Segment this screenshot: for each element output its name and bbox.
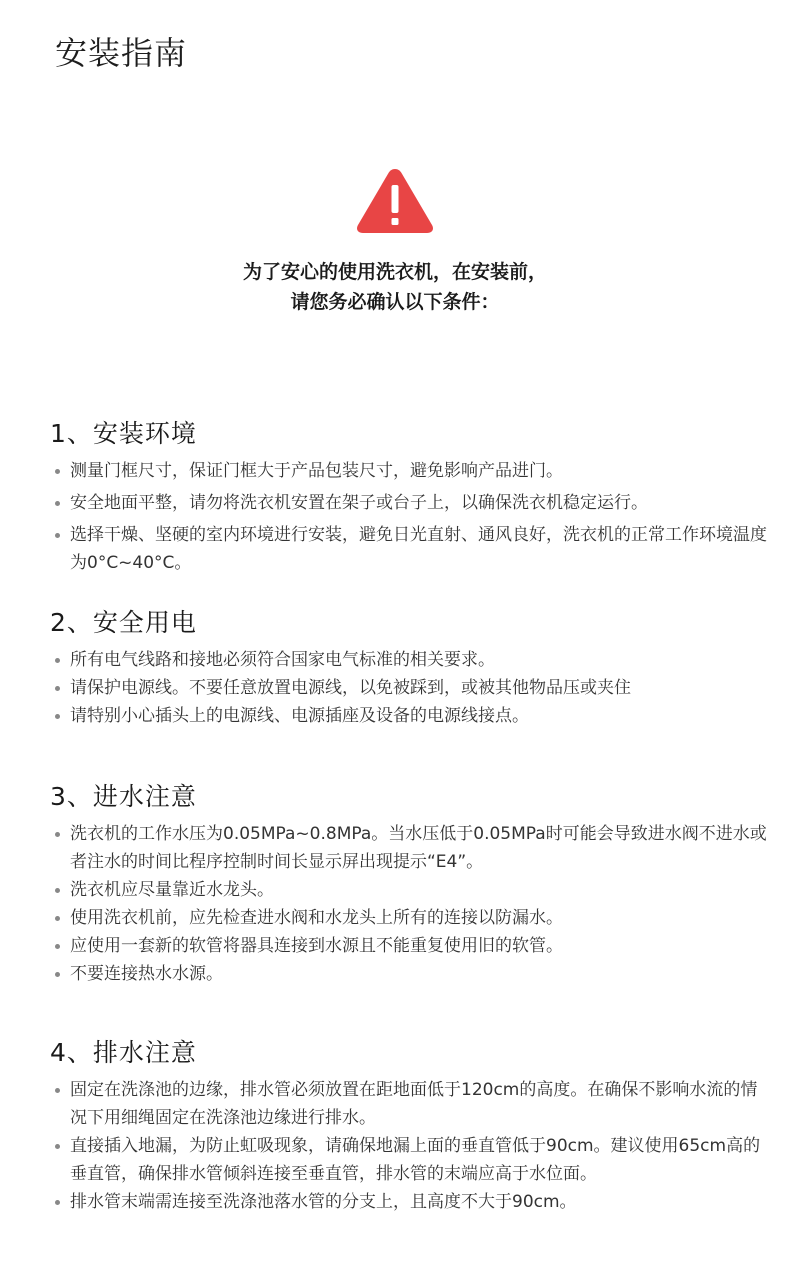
intro-line-2: 请您务必确认以下条件： bbox=[290, 291, 500, 313]
bullet-icon bbox=[55, 469, 60, 474]
list-item: 不要连接热水水源。 bbox=[50, 960, 770, 988]
section-install-environment bbox=[50, 417, 770, 581]
bullet-icon bbox=[55, 1088, 60, 1093]
list-item: 应使用一套新的软管将器具连接到水源且不能重复使用旧的软管。 bbox=[50, 932, 770, 960]
list-item: 选择干燥、坚硬的室内环境进行安装，避免日光直射、通风良好，洗衣机的正常工作环境温度为0°C~40°C。 bbox=[50, 521, 770, 577]
list-item: 请特别小心插头上的电源线、电源插座及设备的电源线接点。 bbox=[50, 702, 770, 730]
section-heading: 4、排水注意 bbox=[50, 1038, 197, 1067]
list-item: 所有电气线路和接地必须符合国家电气标准的相关要求。 bbox=[50, 646, 770, 674]
section-water-inlet bbox=[50, 780, 770, 988]
bullet-icon bbox=[55, 972, 60, 977]
list-item: 使用洗衣机前，应先检查进水阀和水龙头上所有的连接以防漏水。 bbox=[50, 904, 770, 932]
bullet-icon bbox=[55, 686, 60, 691]
warning-triangle-icon bbox=[354, 165, 436, 235]
section-heading: 2、安全用电 bbox=[50, 608, 197, 637]
list-item: 排水管末端需连接至洗涤池落水管的分支上，且高度不大于90cm。 bbox=[50, 1188, 770, 1216]
bullet-icon bbox=[55, 714, 60, 719]
list-item: 洗衣机应尽量靠近水龙头。 bbox=[50, 876, 770, 904]
bullet-icon bbox=[55, 1144, 60, 1149]
list-item: 洗衣机的工作水压为0.05MPa~0.8MPa。当水压低于0.05MPa时可能会导致进水阀不进水或者注水的时间比程序控制时间长显示屏出现提示“E4”。 bbox=[50, 820, 770, 876]
bullet-icon bbox=[55, 944, 60, 949]
intro-line-1: 为了安心的使用洗衣机，在安装前， bbox=[242, 261, 547, 283]
list-item: 直接插入地漏，为防止虹吸现象，请确保地漏上面的垂直管低于90cm。建议使用65cm高的垂直管，确保排水管倾斜连接至垂直管，排水管的末端应高于水位面。 bbox=[50, 1132, 770, 1188]
list-item: 测量门框尺寸，保证门框大于产品包装尺寸，避免影响产品进门。 bbox=[50, 457, 770, 485]
list-item: 固定在洗涤池的边缘，排水管必须放置在距地面低于120cm的高度。在确保不影响水流的情况下用细绳固定在洗涤池边缘进行排水。 bbox=[50, 1076, 770, 1132]
section-heading: 1、安装环境 bbox=[50, 419, 197, 448]
list-item: 请保护电源线。不要任意放置电源线，以免被踩到，或被其他物品压或夹住 bbox=[50, 674, 770, 702]
section-heading: 3、进水注意 bbox=[50, 782, 197, 811]
bullet-icon bbox=[55, 916, 60, 921]
bullet-icon bbox=[55, 658, 60, 663]
bullet-icon bbox=[55, 832, 60, 837]
section-electrical-safety bbox=[50, 606, 770, 730]
intro-text bbox=[0, 257, 790, 317]
bullet-icon bbox=[55, 533, 60, 538]
section-drainage bbox=[50, 1036, 770, 1216]
bullet-icon bbox=[55, 501, 60, 506]
list-item: 安全地面平整，请勿将洗衣机安置在架子或台子上，以确保洗衣机稳定运行。 bbox=[50, 489, 770, 517]
bullet-icon bbox=[55, 1200, 60, 1205]
bullet-icon bbox=[55, 888, 60, 893]
page-title: 安装指南 bbox=[55, 34, 188, 72]
